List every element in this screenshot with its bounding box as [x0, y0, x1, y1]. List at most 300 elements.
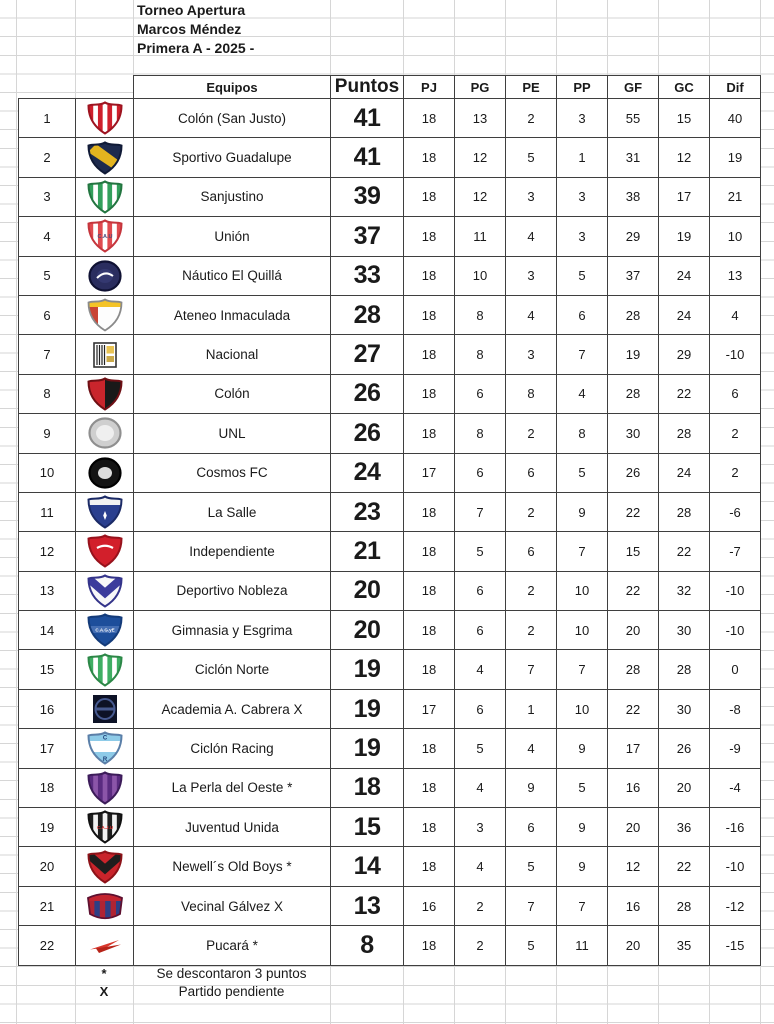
points-cell: 14 — [331, 847, 404, 886]
position-cell: 11 — [19, 492, 76, 531]
stat-gf-cell: 20 — [608, 926, 659, 965]
stat-pe-cell: 2 — [506, 414, 557, 453]
table-row — [19, 886, 761, 925]
stat-gc-cell: 22 — [659, 532, 710, 571]
position-cell: 16 — [19, 689, 76, 728]
stat-gf-cell: 55 — [608, 99, 659, 138]
position-cell: 13 — [19, 571, 76, 610]
stat-pp-cell: 7 — [557, 335, 608, 374]
table-row — [19, 611, 761, 650]
table-row — [19, 492, 761, 531]
col-header-pp: PP — [557, 76, 608, 99]
stat-pg-cell: 4 — [455, 650, 506, 689]
stat-pp-cell: 9 — [557, 729, 608, 768]
position-cell: 7 — [19, 335, 76, 374]
vecinal-galvez-crest-icon — [85, 888, 125, 924]
stat-pj-cell: 18 — [404, 571, 455, 610]
position-cell: 5 — [19, 256, 76, 295]
team-crest-cell — [76, 256, 134, 295]
stat-gc-cell: 29 — [659, 335, 710, 374]
table-row — [19, 571, 761, 610]
stat-pe-cell: 7 — [506, 650, 557, 689]
stat-pg-cell: 6 — [455, 611, 506, 650]
team-crest-cell — [76, 768, 134, 807]
stat-gc-cell: 32 — [659, 571, 710, 610]
stat-gc-cell: 26 — [659, 729, 710, 768]
stat-pe-cell: 4 — [506, 217, 557, 256]
stat-pj-cell: 18 — [404, 414, 455, 453]
team-crest-cell — [76, 532, 134, 571]
stat-pe-cell: 5 — [506, 138, 557, 177]
svg-text:C.A.J.U: C.A.J.U — [96, 825, 113, 831]
stat-pp-cell: 1 — [557, 138, 608, 177]
stat-gc-cell: 20 — [659, 768, 710, 807]
nacional-crest-icon — [85, 337, 125, 373]
stat-pg-cell: 2 — [455, 886, 506, 925]
points-cell: 20 — [331, 611, 404, 650]
table-row — [19, 768, 761, 807]
stat-pj-cell: 18 — [404, 847, 455, 886]
stat-gc-cell: 30 — [659, 611, 710, 650]
points-cell: 28 — [331, 295, 404, 334]
points-cell: 13 — [331, 886, 404, 925]
stat-gf-cell: 22 — [608, 492, 659, 531]
team-name-cell: Academia A. Cabrera X — [134, 689, 331, 728]
stat-pp-cell: 3 — [557, 99, 608, 138]
stat-gf-cell: 20 — [608, 808, 659, 847]
stat-dif-cell: 40 — [710, 99, 761, 138]
team-name-cell: La Perla del Oeste * — [134, 768, 331, 807]
team-crest-cell — [76, 571, 134, 610]
stat-dif-cell: -16 — [710, 808, 761, 847]
points-cell: 41 — [331, 138, 404, 177]
stat-dif-cell: -12 — [710, 886, 761, 925]
stat-pe-cell: 5 — [506, 926, 557, 965]
table-row — [19, 99, 761, 138]
stat-pj-cell: 18 — [404, 611, 455, 650]
stat-pj-cell: 18 — [404, 650, 455, 689]
header-spacer — [19, 76, 134, 99]
team-crest-cell — [76, 847, 134, 886]
stat-pg-cell: 3 — [455, 808, 506, 847]
team-name-cell: Colón — [134, 374, 331, 413]
stat-pj-cell: 18 — [404, 99, 455, 138]
sportivo-guadalupe-crest-icon — [85, 140, 125, 176]
team-crest-cell — [76, 217, 134, 256]
position-cell: 12 — [19, 532, 76, 571]
stat-pe-cell: 3 — [506, 256, 557, 295]
stat-pg-cell: 6 — [455, 374, 506, 413]
col-header-gc: GC — [659, 76, 710, 99]
stat-pp-cell: 5 — [557, 256, 608, 295]
stat-pp-cell: 3 — [557, 217, 608, 256]
stat-dif-cell: -4 — [710, 768, 761, 807]
ciclon-norte-crest-icon — [85, 652, 125, 688]
stat-gc-cell: 24 — [659, 256, 710, 295]
points-cell: 20 — [331, 571, 404, 610]
position-cell: 4 — [19, 217, 76, 256]
team-name-cell: Gimnasia y Esgrima — [134, 611, 331, 650]
stat-pe-cell: 2 — [506, 99, 557, 138]
team-crest-cell — [76, 295, 134, 334]
stat-dif-cell: 19 — [710, 138, 761, 177]
team-crest-cell — [76, 886, 134, 925]
points-cell: 33 — [331, 256, 404, 295]
stat-gc-cell: 17 — [659, 177, 710, 216]
team-crest-cell — [76, 492, 134, 531]
col-header-pe: PE — [506, 76, 557, 99]
standings-table — [18, 75, 761, 966]
stat-pg-cell: 2 — [455, 926, 506, 965]
team-name-cell: Sportivo Guadalupe — [134, 138, 331, 177]
stat-pg-cell: 12 — [455, 177, 506, 216]
points-cell: 23 — [331, 492, 404, 531]
la-salle-crest-icon — [85, 494, 125, 530]
stat-gf-cell: 17 — [608, 729, 659, 768]
stat-pj-cell: 18 — [404, 492, 455, 531]
svg-text:C.A.G.yE: C.A.G.yE — [94, 627, 115, 633]
position-cell: 17 — [19, 729, 76, 768]
stat-dif-cell: -10 — [710, 571, 761, 610]
cosmos-fc-crest-icon — [85, 455, 125, 491]
position-cell: 20 — [19, 847, 76, 886]
stat-pp-cell: 5 — [557, 768, 608, 807]
stat-pe-cell: 4 — [506, 729, 557, 768]
stat-gc-cell: 28 — [659, 650, 710, 689]
stat-gc-cell: 22 — [659, 374, 710, 413]
stat-pj-cell: 18 — [404, 295, 455, 334]
stat-pp-cell: 4 — [557, 374, 608, 413]
stat-pe-cell: 3 — [506, 177, 557, 216]
points-cell: 21 — [331, 532, 404, 571]
stat-pj-cell: 18 — [404, 256, 455, 295]
stat-pe-cell: 4 — [506, 295, 557, 334]
stat-gf-cell: 22 — [608, 689, 659, 728]
team-name-cell: Náutico El Quillá — [134, 256, 331, 295]
stat-dif-cell: 2 — [710, 453, 761, 492]
footnote-asterisk-symbol: * — [101, 966, 107, 981]
position-cell: 21 — [19, 886, 76, 925]
points-cell: 26 — [331, 374, 404, 413]
col-header-equipos: Equipos — [134, 76, 331, 99]
gimnasia-y-esgrima-crest-icon — [85, 612, 125, 648]
footnote-x-symbol: X — [99, 984, 109, 999]
stat-pg-cell: 4 — [455, 847, 506, 886]
stat-dif-cell: -9 — [710, 729, 761, 768]
team-crest-cell — [76, 374, 134, 413]
stat-pg-cell: 6 — [455, 453, 506, 492]
stat-pj-cell: 18 — [404, 217, 455, 256]
sheet-title: Torneo Apertura — [137, 2, 246, 18]
stat-pj-cell: 18 — [404, 729, 455, 768]
stat-pj-cell: 18 — [404, 808, 455, 847]
stat-gc-cell: 12 — [659, 138, 710, 177]
position-cell: 10 — [19, 453, 76, 492]
stat-pj-cell: 18 — [404, 335, 455, 374]
stat-gc-cell: 28 — [659, 414, 710, 453]
team-name-cell: Vecinal Gálvez X — [134, 886, 331, 925]
stat-gc-cell: 22 — [659, 847, 710, 886]
stat-pe-cell: 2 — [506, 492, 557, 531]
stat-gf-cell: 30 — [608, 414, 659, 453]
stat-dif-cell: -8 — [710, 689, 761, 728]
stat-pj-cell: 18 — [404, 138, 455, 177]
union-crest-icon — [85, 218, 125, 254]
stat-gf-cell: 37 — [608, 256, 659, 295]
table-row — [19, 926, 761, 965]
team-name-cell: Juventud Unida — [134, 808, 331, 847]
table-row — [19, 847, 761, 886]
table-row — [19, 414, 761, 453]
academia-cabrera-crest-icon — [85, 691, 125, 727]
stat-pp-cell: 11 — [557, 926, 608, 965]
colon-sanjusto-crest-icon — [85, 100, 125, 136]
svg-text:C.A.U: C.A.U — [97, 234, 112, 241]
stat-gf-cell: 29 — [608, 217, 659, 256]
stat-pp-cell: 10 — [557, 611, 608, 650]
juventud-unida-crest-icon — [85, 809, 125, 845]
stat-pg-cell: 13 — [455, 99, 506, 138]
table-row — [19, 650, 761, 689]
table-row — [19, 177, 761, 216]
unl-crest-icon — [85, 415, 125, 451]
stat-dif-cell: 13 — [710, 256, 761, 295]
stat-pg-cell: 4 — [455, 768, 506, 807]
team-crest-cell — [76, 335, 134, 374]
stat-pp-cell: 6 — [557, 295, 608, 334]
points-cell: 26 — [331, 414, 404, 453]
stat-pj-cell: 18 — [404, 768, 455, 807]
stat-gf-cell: 31 — [608, 138, 659, 177]
team-name-cell: Pucará * — [134, 926, 331, 965]
team-name-cell: Cosmos FC — [134, 453, 331, 492]
stat-pp-cell: 7 — [557, 650, 608, 689]
newells-old-boys-crest-icon — [85, 849, 125, 885]
position-cell: 8 — [19, 374, 76, 413]
team-crest-cell — [76, 926, 134, 965]
stat-pj-cell: 18 — [404, 532, 455, 571]
stat-gf-cell: 38 — [608, 177, 659, 216]
stat-pe-cell: 5 — [506, 847, 557, 886]
stat-pg-cell: 10 — [455, 256, 506, 295]
team-name-cell: Unión — [134, 217, 331, 256]
sanjustino-crest-icon — [85, 179, 125, 215]
pucara-crest-icon — [85, 927, 125, 963]
svg-text:C: C — [102, 735, 107, 742]
position-cell: 3 — [19, 177, 76, 216]
stat-pj-cell: 16 — [404, 886, 455, 925]
team-name-cell: La Salle — [134, 492, 331, 531]
team-crest-cell — [76, 177, 134, 216]
stat-gc-cell: 24 — [659, 453, 710, 492]
table-row — [19, 374, 761, 413]
footnote-asterisk-text: Se descontaron 3 puntos — [156, 966, 307, 981]
table-row — [19, 256, 761, 295]
team-name-cell: Ateneo Inmaculada — [134, 295, 331, 334]
stat-gf-cell: 20 — [608, 611, 659, 650]
stat-pg-cell: 5 — [455, 729, 506, 768]
stat-pp-cell: 9 — [557, 492, 608, 531]
stat-pe-cell: 2 — [506, 611, 557, 650]
team-name-cell: Ciclón Racing — [134, 729, 331, 768]
team-crest-cell — [76, 611, 134, 650]
stat-pg-cell: 6 — [455, 689, 506, 728]
table-row — [19, 729, 761, 768]
stat-gc-cell: 24 — [659, 295, 710, 334]
stat-pj-cell: 18 — [404, 374, 455, 413]
stat-pe-cell: 6 — [506, 532, 557, 571]
stat-gf-cell: 16 — [608, 768, 659, 807]
stat-pp-cell: 9 — [557, 847, 608, 886]
table-header-row — [19, 76, 761, 99]
points-cell: 37 — [331, 217, 404, 256]
stat-pj-cell: 18 — [404, 926, 455, 965]
position-cell: 18 — [19, 768, 76, 807]
stat-gf-cell: 16 — [608, 886, 659, 925]
col-header-dif: Dif — [710, 76, 761, 99]
stat-gf-cell: 19 — [608, 335, 659, 374]
position-cell: 22 — [19, 926, 76, 965]
stat-pe-cell: 3 — [506, 335, 557, 374]
position-cell: 6 — [19, 295, 76, 334]
ateneo-inmaculada-crest-icon — [85, 297, 125, 333]
stat-pe-cell: 6 — [506, 453, 557, 492]
stat-dif-cell: -6 — [710, 492, 761, 531]
position-cell: 15 — [19, 650, 76, 689]
stat-gc-cell: 30 — [659, 689, 710, 728]
stat-dif-cell: 10 — [710, 217, 761, 256]
stat-gf-cell: 26 — [608, 453, 659, 492]
stat-pp-cell: 5 — [557, 453, 608, 492]
stat-gf-cell: 28 — [608, 295, 659, 334]
svg-text:R: R — [102, 757, 107, 764]
table-row — [19, 335, 761, 374]
stat-dif-cell: 0 — [710, 650, 761, 689]
nautico-el-quilla-crest-icon — [85, 258, 125, 294]
stat-gc-cell: 35 — [659, 926, 710, 965]
stat-pe-cell: 2 — [506, 571, 557, 610]
stat-gf-cell: 15 — [608, 532, 659, 571]
stat-gf-cell: 12 — [608, 847, 659, 886]
stat-gf-cell: 28 — [608, 374, 659, 413]
team-name-cell: Newell´s Old Boys * — [134, 847, 331, 886]
points-cell: 39 — [331, 177, 404, 216]
table-row — [19, 138, 761, 177]
stat-pe-cell: 7 — [506, 886, 557, 925]
stat-pg-cell: 8 — [455, 414, 506, 453]
position-cell: 14 — [19, 611, 76, 650]
colon-crest-icon — [85, 376, 125, 412]
stat-pp-cell: 9 — [557, 808, 608, 847]
table-row — [19, 453, 761, 492]
points-cell: 19 — [331, 689, 404, 728]
stat-gf-cell: 28 — [608, 650, 659, 689]
stat-pp-cell: 3 — [557, 177, 608, 216]
table-row — [19, 532, 761, 571]
deportivo-nobleza-crest-icon — [85, 573, 125, 609]
stat-pg-cell: 12 — [455, 138, 506, 177]
stat-pj-cell: 18 — [404, 177, 455, 216]
table-row — [19, 217, 761, 256]
standings-body — [19, 99, 761, 966]
team-name-cell: Deportivo Nobleza — [134, 571, 331, 610]
points-cell: 8 — [331, 926, 404, 965]
stat-dif-cell: -10 — [710, 847, 761, 886]
stat-pj-cell: 17 — [404, 453, 455, 492]
team-name-cell: Sanjustino — [134, 177, 331, 216]
independiente-crest-icon — [85, 533, 125, 569]
table-row — [19, 689, 761, 728]
points-cell: 15 — [331, 808, 404, 847]
sheet-subtitle-author: Marcos Méndez — [137, 21, 242, 37]
stat-dif-cell: 6 — [710, 374, 761, 413]
stat-dif-cell: 21 — [710, 177, 761, 216]
table-row — [19, 295, 761, 334]
stat-gc-cell: 28 — [659, 492, 710, 531]
la-perla-del-oeste-crest-icon — [85, 770, 125, 806]
sheet-subtitle-division: Primera A - 2025 - — [137, 40, 255, 56]
points-cell: 27 — [331, 335, 404, 374]
team-name-cell: Ciclón Norte — [134, 650, 331, 689]
points-cell: 19 — [331, 729, 404, 768]
team-name-cell: Independiente — [134, 532, 331, 571]
stat-pg-cell: 11 — [455, 217, 506, 256]
stat-dif-cell: 2 — [710, 414, 761, 453]
stat-dif-cell: 4 — [710, 295, 761, 334]
stat-pp-cell: 10 — [557, 689, 608, 728]
stat-dif-cell: -15 — [710, 926, 761, 965]
stat-gc-cell: 36 — [659, 808, 710, 847]
position-cell: 9 — [19, 414, 76, 453]
team-crest-cell — [76, 99, 134, 138]
position-cell: 1 — [19, 99, 76, 138]
stat-dif-cell: -7 — [710, 532, 761, 571]
stat-pp-cell: 10 — [557, 571, 608, 610]
team-name-cell: UNL — [134, 414, 331, 453]
footnote-x-text: Partido pendiente — [178, 984, 285, 999]
position-cell: 19 — [19, 808, 76, 847]
stat-pg-cell: 8 — [455, 335, 506, 374]
team-crest-cell — [76, 808, 134, 847]
stat-pg-cell: 6 — [455, 571, 506, 610]
table-row — [19, 808, 761, 847]
stat-pg-cell: 7 — [455, 492, 506, 531]
position-cell: 2 — [19, 138, 76, 177]
stat-pe-cell: 1 — [506, 689, 557, 728]
points-cell: 19 — [331, 650, 404, 689]
team-name-cell: Nacional — [134, 335, 331, 374]
col-header-gf: GF — [608, 76, 659, 99]
stat-pp-cell: 7 — [557, 886, 608, 925]
stat-pp-cell: 8 — [557, 414, 608, 453]
team-crest-cell — [76, 453, 134, 492]
col-header-pj: PJ — [404, 76, 455, 99]
stat-gc-cell: 28 — [659, 886, 710, 925]
points-cell: 24 — [331, 453, 404, 492]
col-header-puntos: Puntos — [331, 76, 404, 99]
stat-pg-cell: 5 — [455, 532, 506, 571]
points-cell: 18 — [331, 768, 404, 807]
stat-gc-cell: 15 — [659, 99, 710, 138]
stat-pj-cell: 17 — [404, 689, 455, 728]
stat-pg-cell: 8 — [455, 295, 506, 334]
stat-dif-cell: -10 — [710, 611, 761, 650]
team-crest-cell — [76, 138, 134, 177]
stat-pp-cell: 7 — [557, 532, 608, 571]
points-cell: 41 — [331, 99, 404, 138]
team-crest-cell — [76, 689, 134, 728]
stat-pe-cell: 9 — [506, 768, 557, 807]
